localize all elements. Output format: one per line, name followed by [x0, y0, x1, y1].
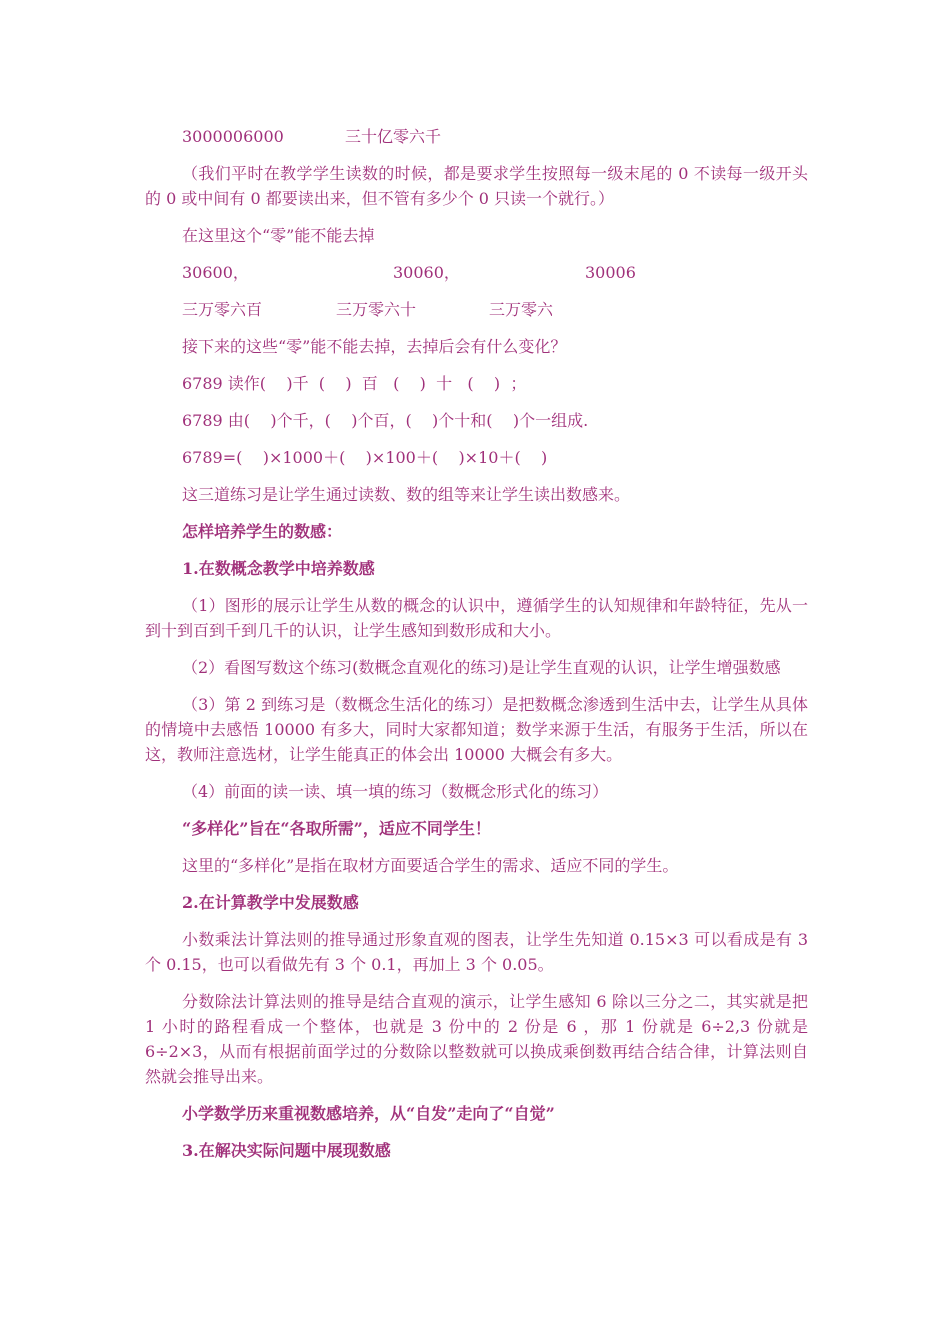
heading-how-to-cultivate: 怎样培养学生的数感： — [182, 522, 343, 541]
number-example-1: 30600， — [182, 263, 249, 282]
paragraph-diversity: 这里的“多样化”是指在取材方面要适合学生的需求、适应不同的学生。 — [182, 856, 679, 875]
number-readings-row — [145, 297, 808, 322]
heading-section-1: 1.在数概念教学中培养数感 — [182, 559, 375, 578]
paragraph-point-4: （4）前面的读一读、填一填的练习（数概念形式化的练习） — [182, 782, 609, 801]
number-reading-1: 三万零六百 — [182, 300, 263, 319]
question-next-zeros: 接下来的这些“零”能不能去掉，去掉后会有什么变化？ — [182, 337, 567, 356]
paragraph-fraction-division: 分数除法计算法则的推导是结合直观的演示，让学生感知 6 除以三分之二，其实就是把 1 小时的路程看成一个整体，也就是 3 份中的 2 份是 6 ，那 1 份就是 6÷2,3 份就是 6÷2×3，从而有根据前面学过的分数除以整数就可以换成乘倒数再结合结合律，计算法则自然就会推导出来。 — [145, 992, 808, 1086]
number-example-3: 30006 — [585, 263, 636, 282]
exercise-expand-6789: 6789=( )×1000＋( )×100＋( )×10＋( ) — [182, 448, 548, 467]
heading-section-2: 2.在计算教学中发展数感 — [182, 893, 359, 912]
paragraph-point-2: （2）看图写数这个练习(数概念直观化的练习)是让学生直观的认识，让学生增强数感 — [182, 658, 781, 677]
paragraph-point-3: （3）第 2 到练习是（数概念生活化的练习）是把数概念渗透到生活中去，让学生从具体的情境中去感悟 10000 有多大，同时大家都知道；数学来源于生活，有服务于生活，所以在这，教师注意选材，让学生能真正的体会出 10000 大概会有多大。 — [145, 695, 808, 764]
question-zero-removable: 在这里这个“零”能不能去掉 — [182, 226, 375, 245]
exercise-compose-6789: 6789 由( )个千，( )个百，( )个十和( )个一组成. — [182, 411, 589, 430]
example-number: 3000006000 — [182, 127, 284, 146]
number-example-2: 30060， — [393, 263, 460, 282]
number-reading-3: 三万零六 — [489, 300, 554, 319]
heading-section-3: 3.在解决实际问题中展现数感 — [182, 1141, 391, 1160]
document-page — [145, 124, 808, 1175]
paragraph-point-1: （1）图形的展示让学生从数的概念的认识中，遵循学生的认知规律和年龄特征，先从一到十到百到千到几千的认识，让学生感知到数形成和大小。 — [145, 596, 808, 640]
exercise-summary: 这三道练习是让学生通过读数、数的组等来让学生读出数感来。 — [182, 485, 631, 504]
exercise-read-6789: 6789 读作( )千 ( ) 百 ( ) 十 ( ) ； — [182, 374, 527, 393]
example-reading: 三十亿零六千 — [345, 127, 442, 146]
paragraph-reading-rule: （我们平时在教学学生读数的时候，都是要求学生按照每一级末尾的 0 不读每一级开头的 0 或中间有 0 都要读出来，但不管有多少个 0 只读一个就行。） — [145, 164, 808, 208]
example-row-3000006000 — [145, 124, 808, 149]
paragraph-decimal-multiplication: 小数乘法计算法则的推导通过形象直观的图表，让学生先知道 0.15×3 可以看成是有 3 个 0.15，也可以看做先有 3 个 0.1，再加上 3 个 0.05。 — [145, 930, 808, 974]
number-reading-2: 三万零六十 — [336, 300, 417, 319]
number-examples-row — [145, 260, 808, 285]
heading-spontaneous-to-conscious: 小学数学历来重视数感培养，从“自发”走向了“自觉” — [182, 1104, 555, 1123]
heading-diversity: “多样化”旨在“各取所需”，适应不同学生！ — [182, 819, 491, 838]
